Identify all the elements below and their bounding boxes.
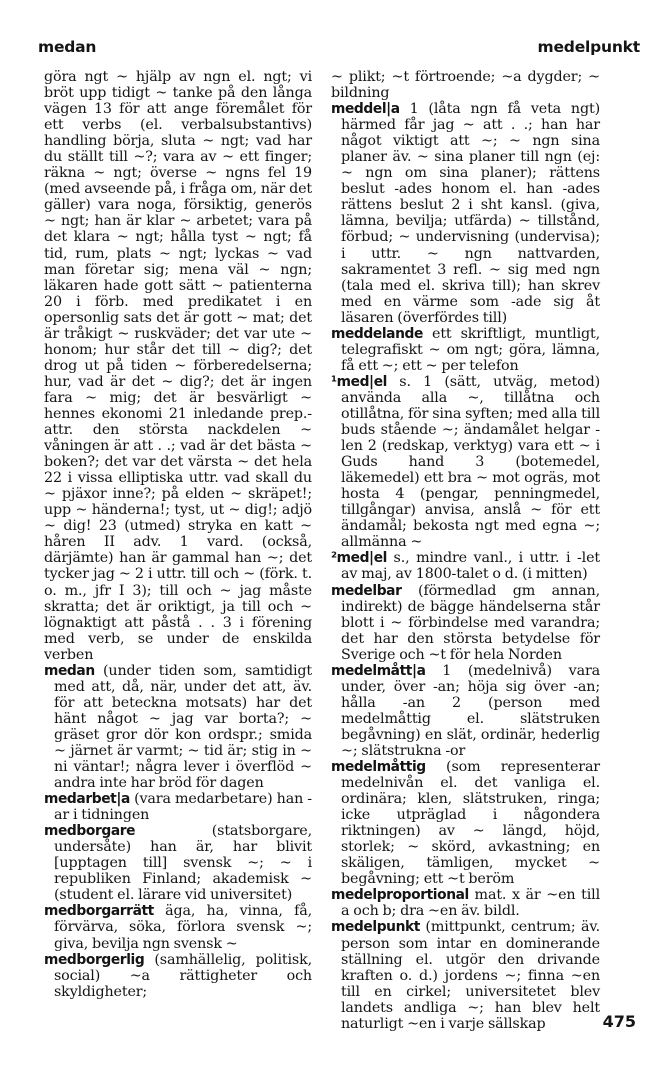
entry-text: (förmedlad gm annan, indirekt) de bägge händelserna står blott i ~ förbindelse med varandra; det har den största betydelse för Sverige och ~t för hela Norden	[341, 582, 600, 663]
dictionary-entry	[331, 887, 600, 919]
entry-text: (mittpunkt, centrum; äv. person som intar en dominerande ställning el. utgör den drivande kraften o. d.) jordens ~; finna ~en till en cirkel; universitetet blev landets andliga ~; han blev helt naturligt ~en i varje sällskap	[341, 919, 600, 1032]
dictionary-entry	[331, 583, 600, 663]
dictionary-entry	[331, 550, 600, 582]
dictionary-entry	[44, 791, 312, 823]
entry-headword: medelpunkt	[331, 919, 420, 936]
entry-text: (som representerar medelnivån el. det vanliga el. ordinära; klen, slätstruken, ringa; icke utpräglad i någondera riktningen) av ~ längd, höjd, storlek; ~ skörd, avkastning; en skäligen, tämligen, mycket ~ begåvning; ett ~t beröm	[341, 759, 600, 888]
entry-text: 1 (låta ngn få veta ngt) härmed får jag ~ att . .; han har något viktigt att ~; ~ ngn sina planer äv. ~ sina planer till ngn (ej: ~ ngn om sina planer); rättens beslut -ades honom el. han -ades rättens beslut 2 i sht kansl. (giva, lämna, bevilja; utfärda) ~ tillstånd, förbud; ~ undervisning (undervisa); i uttr. ~ ngn nattvarden, sakramentet 3 refl. ~ sig med ngn (tala med el. skriva till); han skrev med en värme som -ade sig åt läsaren (överfördes till)	[341, 101, 600, 326]
dictionary-entry	[331, 919, 600, 1031]
entry-text: äga, ha, vinna, få, förvärva, söka, förlora svensk ~; giva, bevilja ngn svensk ~	[54, 903, 312, 952]
entry-continuation: ~ plikt; ~t förtroende; ~a dygder; ~ bildning	[331, 69, 600, 102]
dictionary-entry	[44, 952, 312, 1000]
guide-word-right: medelpunkt	[537, 38, 640, 56]
left-column	[44, 69, 312, 1000]
dictionary-entry	[331, 759, 600, 887]
entry-headword: medborgare	[44, 823, 136, 840]
dictionary-entry	[331, 663, 600, 759]
dictionary-entry	[44, 823, 312, 903]
entry-headword: medan	[44, 662, 95, 679]
entry-headword: meddel|a	[331, 101, 400, 118]
page-number: 475	[602, 1012, 636, 1031]
entry-headword: medborgarrätt	[44, 903, 154, 920]
entry-headword: ²med|el	[331, 550, 387, 567]
dictionary-entry	[331, 374, 600, 551]
entry-continuation: göra ngt ~ hjälp av ngn el. ngt; vi bröt upp tidigt ~ tanke på den långa vägen 13 för att ange föremålet för ett verbs (el. verbalsubstantivs) handling börja, sluta ~ ngt; vad har du ställt till ~?; vara av ~ ett finger; räkna ~ ngt; överse ~ ngns fel 19 (med avseende på, i fråga om, när det gäller) vara noga, försiktig, generös ~ ngt; han är klar ~ arbetet; vara på det klara ~ ngt; hålla tyst ~ ngt; få tid, rum, plats ~ ngt; lyckas ~ vad man företar sig; mena väl ~ ngn; läkaren hade gott sätt ~ patienterna 20 i förb. med predikatet i en opersonlig sats det är gott ~ mat; det är tråkigt ~ ruskväder; det var ute ~ honom; hur står det till ~ dig?; det drog ut på tiden ~ förberedelserna; hur, vad är det ~ dig?; det är ingen fara ~ mig; det är besvärligt ~ hennes ekonomi 21 inledande prep.-attr. den största nackdelen ~ våningen är att . .; vad är det bästa ~ boken?; det var det värsta ~ det hela 22 i vissa elliptiska uttr. vad skall du ~ pjäxor inne?; på elden ~ skräpet!; upp ~ händerna!; tyst, ut ~ dig!; adjö ~ dig! 23 (utmed) stryka en katt ~ håren II adv. 1 vard. (också, därjämte) han är gammal han ~; det tycker jag ~ 2 i uttr. till och ~ (förk. t. o. m., jfr I 3); till och ~ jag måste skratta; det är oriktigt, ja till och ~ lögnaktigt att påstå . . 3 i förening med verb, se under de enskilda verben	[44, 69, 312, 663]
entry-text: s. 1 (sätt, utväg, metod) använda alla ~, tillåtna och otillåtna, för sina syften; med alla till buds stående ~; ändamålet helgar -len 2 (redskap, verktyg) vara ett ~ i Guds hand 3 (botemedel, läkemedel) ett bra ~ mot ogräs, mot hosta 4 (pengar, penningmedel, tillgångar) anvisa, anslå ~ för ett ändamål; bekosta ngt med egna ~; allmänna ~	[341, 373, 600, 551]
dictionary-entry	[331, 101, 600, 326]
right-column	[331, 69, 600, 1032]
entry-headword: medborgerlig	[44, 951, 145, 968]
entry-text: s., mindre vanl., i uttr. i -let av maj, av 1800-talet o d. (i mitten)	[341, 550, 600, 583]
guide-word-left: medan	[38, 38, 97, 56]
dictionary-entry	[44, 903, 312, 951]
entry-text: (vara medarbetare) han -ar i tidningen	[54, 791, 312, 824]
entry-headword: medelmått|a	[331, 662, 426, 679]
entry-headword: meddelande	[331, 325, 423, 342]
entry-headword: ¹med|el	[331, 373, 387, 390]
dictionary-entry	[44, 663, 312, 791]
entry-headword: medelmåttig	[331, 759, 426, 776]
entry-text: 1 (medelnivå) vara under, över -an; höja sig över -an; hålla -an 2 (person med medelmåttig el. slätstruken begåvning) en slät, ordinär, hederlig ~; slätstrukna -or	[341, 662, 600, 759]
entry-text: ett skriftligt, muntligt, telegrafiskt ~ om ngt; göra, lämna, få ett ~; ett ~ per telefon	[341, 325, 600, 374]
entry-text: mat. x är ~en till a och b; dra ~en äv. bildl.	[341, 887, 600, 920]
entry-text: (under tiden som, samtidigt med att, då, när, under det att, äv. för att betecknа motsats) har det hänt något ~ jag var borta?; ~ gräset gror dör kon ordspr.; smida ~ järnet är varmt; ~ tid är; stig in ~ ni väntar!; några lever i överflöd ~ andra inte har bröd för dagen	[54, 662, 312, 792]
entry-headword: medarbet|a	[44, 791, 130, 808]
entry-headword: medelproportional	[331, 887, 469, 904]
entry-text: (samhällelig, politisk, social) ~a rättigheter och skyldigheter;	[54, 951, 312, 1000]
entry-text: (statsborgare, undersåte) han är, har blivit [upptagen till] svensk ~; ~ i republiken Finland; akademisk ~ (student el. lärare vid universitet)	[54, 823, 312, 904]
entry-headword: medelbar	[331, 582, 402, 599]
dictionary-entry	[331, 326, 600, 374]
